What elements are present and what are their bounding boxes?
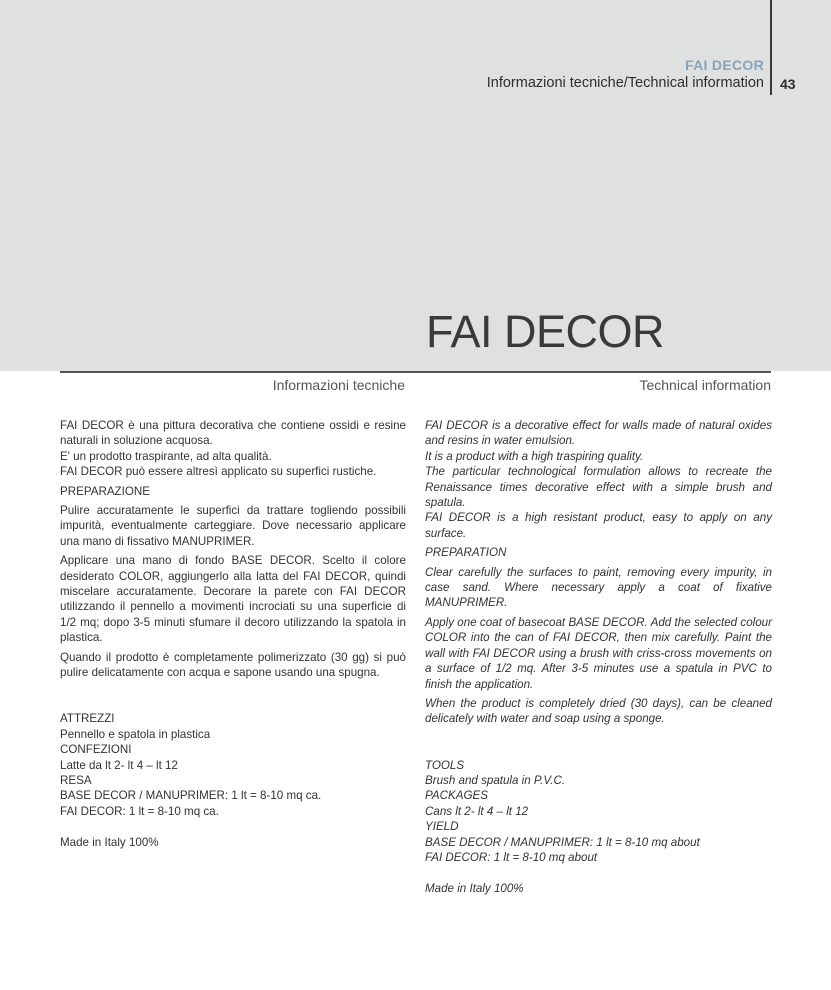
en-packages-title: PACKAGES <box>425 789 488 803</box>
it-tools: Pennello e spatola in plastica <box>60 727 211 741</box>
en-prep-title: PREPARATION <box>425 546 507 560</box>
title-rule <box>60 371 771 373</box>
english-column <box>425 418 772 896</box>
en-prep-3: When the product is completely dried (30 days), can be cleaned delicately with water and soap using a sponge. <box>425 696 772 726</box>
it-yield-1: BASE DECOR / MANUPRIMER: 1 lt = 8-10 mq ca. <box>60 789 322 803</box>
it-yield-2: FAI DECOR: 1 lt = 8-10 mq ca. <box>60 804 219 818</box>
it-packages: Latte da lt 2- lt 4 – lt 12 <box>60 758 178 772</box>
en-tools: Brush and spatula in P.V.C. <box>425 773 566 787</box>
it-yield-title: RESA <box>60 773 92 787</box>
en-tools-title: TOOLS <box>425 758 465 772</box>
en-intro-1: FAI DECOR is a decorative effect for walls made of natural oxides and resins in water emulsion. <box>425 419 772 448</box>
it-prep-title: PREPARAZIONE <box>60 484 150 498</box>
it-prep-2: Applicare una mano di fondo BASE DECOR. Scelto il colore desiderato COLOR, aggiungerlo alla latta del FAI DECOR, quindi miscelare accuratamente. Decorare la parete con FAI DECOR utilizzando il pennello a movimenti incrociati su una superficie di 1/2 mq; dopo 3-5 minuti sfumare il decoro utilizzando la spatola in plastica. <box>60 554 406 645</box>
it-made-in: Made in Italy 100% <box>60 835 159 849</box>
it-intro-2: E' un prodotto traspirante, ad alta qualità. <box>60 449 272 463</box>
en-yield-2: FAI DECOR: 1 lt = 8-10 mq about <box>425 850 598 864</box>
header-band <box>0 0 831 371</box>
english-column-heading: Technical information <box>639 377 771 393</box>
it-packages-title: CONFEZIONI <box>60 743 132 757</box>
it-prep-3: Quando il prodotto è completamente polimerizzato (30 gg) si può pulire delicatamente con acqua e sapone usando una spugna. <box>60 650 406 680</box>
en-made-in: Made in Italy 100% <box>425 881 524 895</box>
en-yield-1: BASE DECOR / MANUPRIMER: 1 lt = 8-10 mq about <box>425 835 700 849</box>
it-intro-3: FAI DECOR può essere altresì applicato su superfici rustiche. <box>60 465 377 479</box>
en-prep-1: Clear carefully the surfaces to paint, removing every impurity, in case sand. Where necessary apply a coat of fixative MANUPRIMER. <box>425 565 772 610</box>
en-packages: Cans lt 2- lt 4 – lt 12 <box>425 804 529 818</box>
en-prep-2: Apply one coat of basecoat BASE DECOR. Add the selected colour COLOR into the can of FAI DECOR, then mix carefully. Paint the wall with FAI DECOR using a brush with criss-cross movements on a surface of 1/2 mq. After 3-5 minutes use a spatula in PVC to finish the application. <box>425 615 772 691</box>
en-intro-3: The particular technological formulation allows to recreate the Renaissance times decorative effect with a simple brush and spatula. <box>425 465 772 510</box>
header-subtitle: Informazioni tecniche/Technical information <box>486 75 764 91</box>
en-yield-title: YIELD <box>425 820 459 834</box>
page-number: 43 <box>780 76 796 92</box>
en-intro-4: FAI DECOR is a high resistant product, easy to apply on any surface. <box>425 511 772 540</box>
en-intro-2: It is a product with a high traspiring quality. <box>425 449 644 463</box>
header-divider <box>770 0 772 95</box>
page-title: FAI DECOR <box>426 306 665 357</box>
it-prep-1: Pulire accuratamente le superfici da trattare togliendo possibili impurità, eventualmente carteggiare. Dove necessario applicare una mano di fissativo MANUPRIMER. <box>60 504 406 548</box>
it-tools-title: ATTREZZI <box>60 712 115 726</box>
it-intro-1: FAI DECOR è una pittura decorativa che contiene ossidi e resine naturali in soluzione acquosa. <box>60 419 406 448</box>
section-name: FAI DECOR <box>685 57 764 73</box>
italian-column <box>60 418 406 850</box>
italian-column-heading: Informazioni tecniche <box>272 377 405 393</box>
